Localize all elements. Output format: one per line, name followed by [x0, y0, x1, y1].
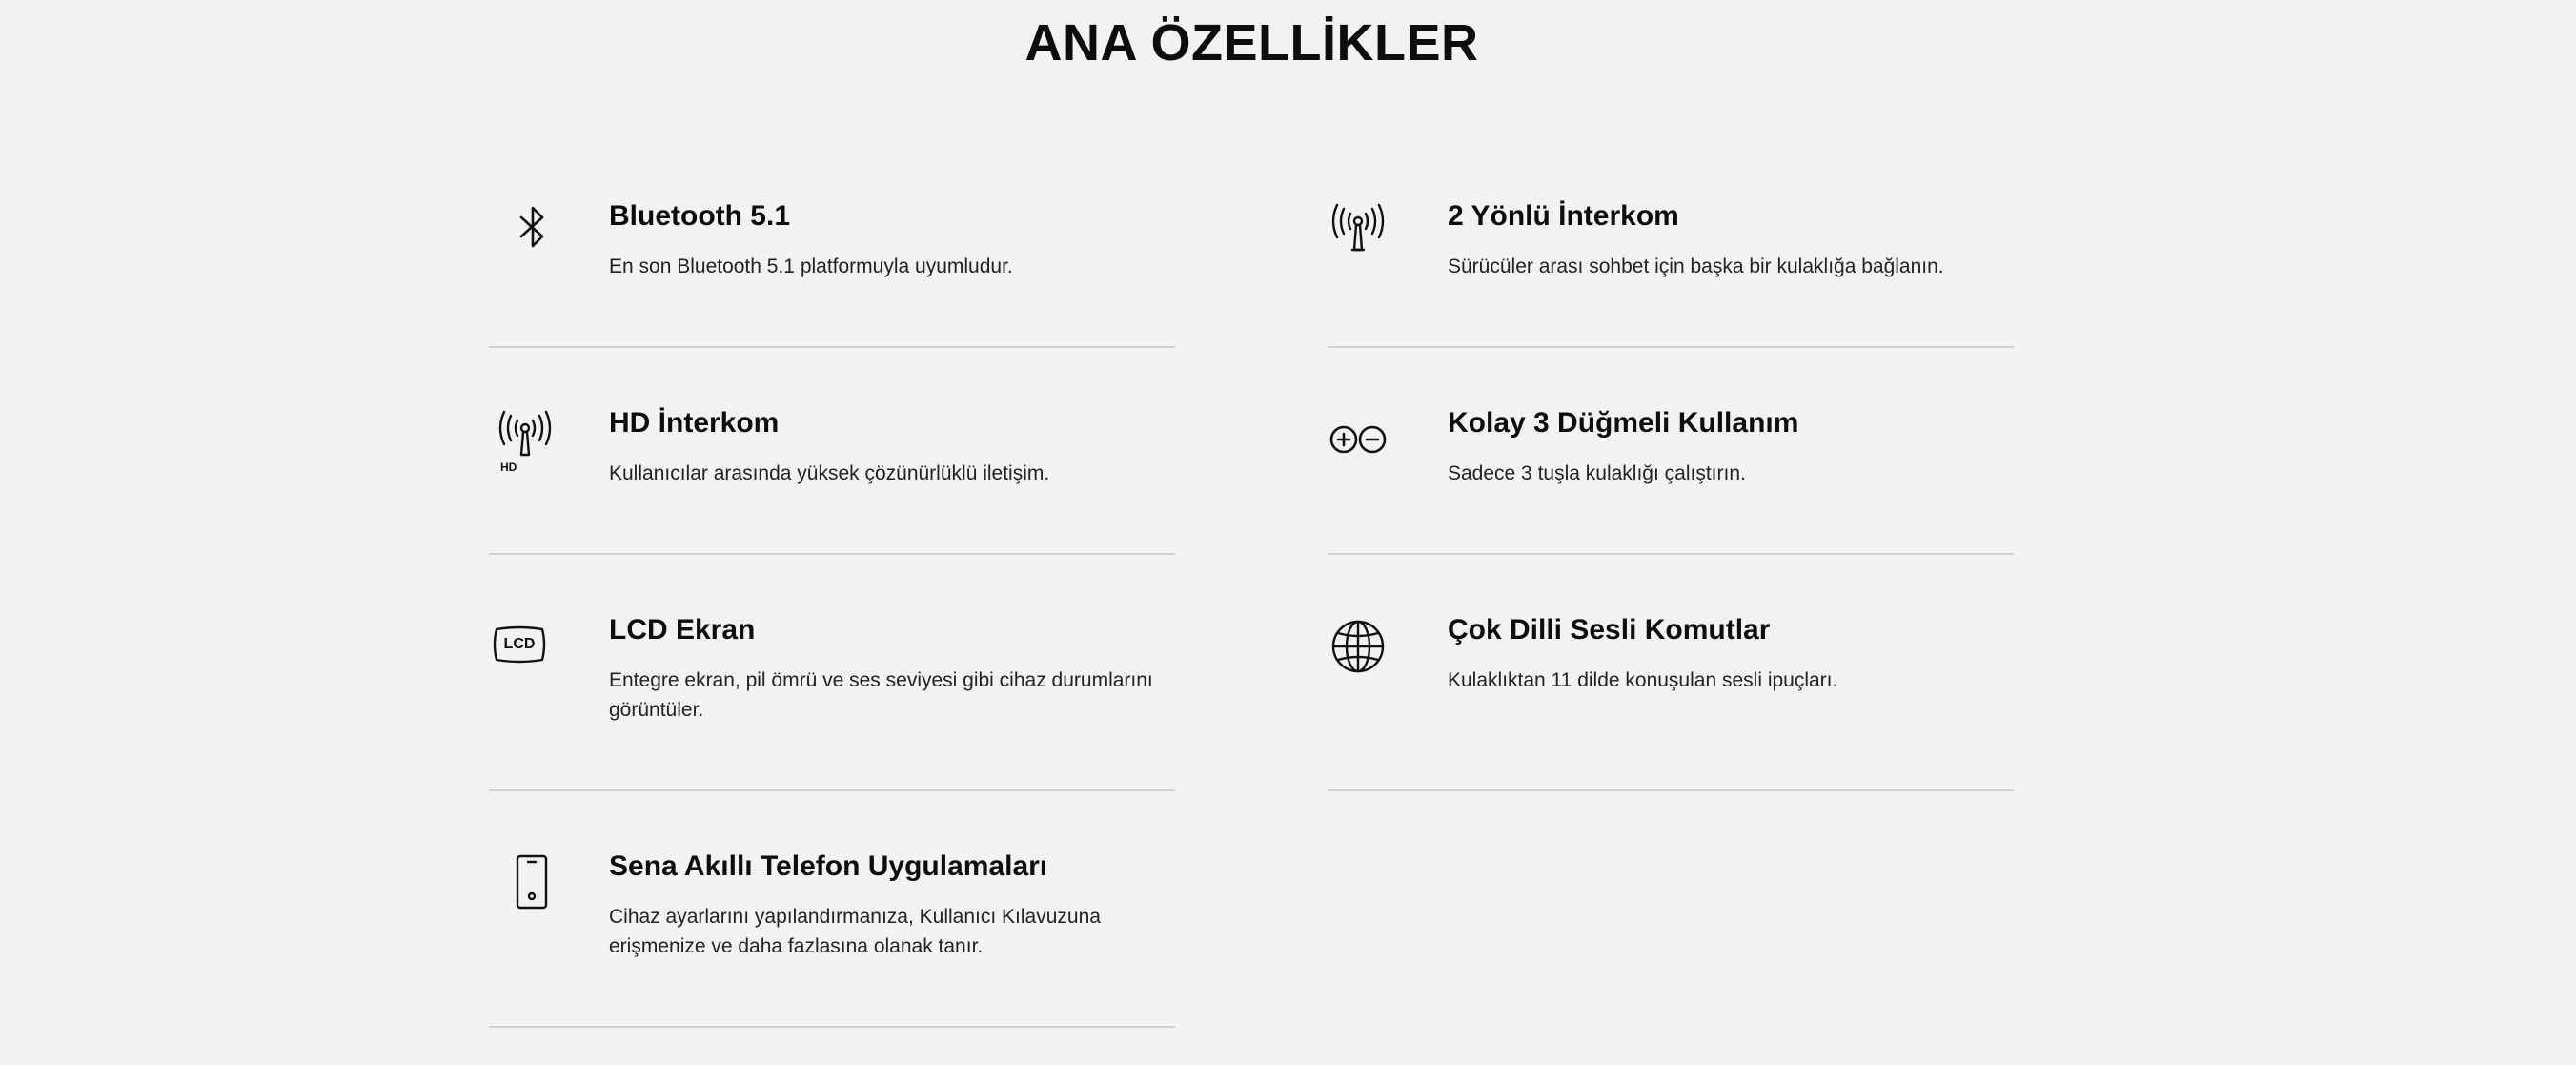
feature-hd-intercom [489, 407, 1175, 555]
feature-lcd-screen [489, 614, 1175, 791]
lcd-label: LCD [503, 636, 536, 652]
feature-description: Sadece 3 tuşla kulaklığı çalıştırın. [1448, 462, 1746, 484]
page-title: ANA ÖZELLİKLER [1024, 14, 1479, 72]
feature-title: Çok Dilli Sesli Komutlar [1448, 614, 1771, 645]
feature-description: Kullanıcılar arasında yüksek çözünürlüklü iletişim. [609, 462, 1050, 484]
feature-description: Sürücüler arası sohbet için başka bir kulaklığa bağlanın. [1448, 256, 1944, 277]
lcd-icon [493, 614, 554, 675]
plus-minus-icon [1328, 407, 1389, 468]
smartphone-icon [502, 850, 563, 911]
globe-icon [1328, 614, 1389, 675]
feature-2-way-intercom [1328, 200, 2014, 348]
feature-title: HD İnterkom [609, 407, 780, 439]
hd-label: HD [500, 461, 517, 474]
antenna-icon [1328, 200, 1389, 261]
feature-description: Entegre ekran, pil ömrü ve ses seviyesi gibi cihaz durumlarını görüntüler. [609, 669, 1153, 721]
feature-description: En son Bluetooth 5.1 platformuyla uyumludur. [609, 256, 1013, 277]
feature-title: 2 Yönlü İnterkom [1448, 200, 1679, 232]
feature-bluetooth [489, 200, 1175, 348]
feature-title: Sena Akıllı Telefon Uygulamaları [609, 850, 1048, 882]
hd-antenna-icon [495, 407, 556, 474]
feature-smartphone-apps [489, 850, 1175, 1028]
feature-title: Kolay 3 Düğmeli Kullanım [1448, 407, 1799, 439]
feature-3-button-operation [1328, 407, 2014, 555]
feature-description: Kulaklıktan 11 dilde konuşulan sesli ipuçları. [1448, 669, 1838, 691]
feature-title: LCD Ekran [609, 614, 756, 645]
feature-description: Cihaz ayarlarını yapılandırmanıza, Kullanıcı Kılavuzuna erişmenize ve daha fazlasına olanak tanır. [609, 906, 1101, 957]
feature-title: Bluetooth 5.1 [609, 200, 791, 232]
bluetooth-icon [502, 200, 563, 261]
feature-multi-language-voice [1328, 614, 2014, 791]
